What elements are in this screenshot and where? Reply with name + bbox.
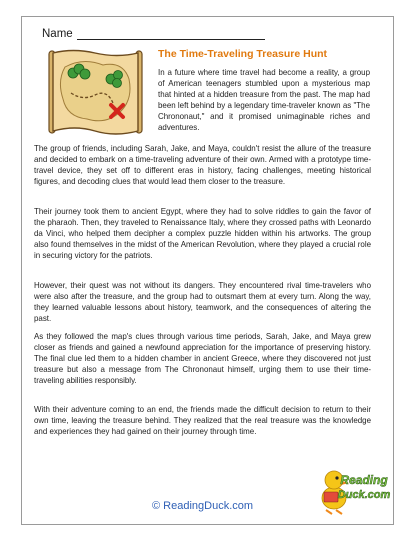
treasure-map-icon [43,45,148,140]
story-paragraph: The group of friends, including Sarah, Jake, and Maya, couldn't resist the allure of the treasure and decided to embark on a time-traveling adventure of their own. Armed with a prototype time-travel device, they set off to different eras in history, facing challenges, meeting historical figures, and decoding clues that would lead them closer to the treasure. [34,144,371,187]
story-paragraph: In a future where time travel had become a reality, a group of American teenagers stumbled upon a mysterious map that hinted at a hidden treasure from the past. The map had been left behind by a legendary time-traveler known as "The Chrononaut," and it promised unimaginable riches and adventures. [158,68,370,133]
copyright-link[interactable]: © ReadingDuck.com [152,500,254,512]
name-write-line[interactable] [77,27,265,40]
reading-duck-logo [318,462,391,518]
name-label: Name [42,28,73,40]
logo-text-duck: Duck.com [337,489,391,501]
story-paragraph: However, their quest was not without its dangers. They encountered rival time-travelers who were also after the treasure, and the group had to outsmart them at every turn. Along the way, they learned valuable lessons about history, teamwork, and the consequences of altering the past. [34,281,371,324]
story-title: The Time-Traveling Treasure Hunt [158,48,328,60]
story-paragraph: With their adventure coming to an end, the friends made the difficult decision to return to their own time, leaving the treasure behind. They realized that the real treasure was the knowledge and experiences they had gained on their journey through time. [34,405,371,437]
story-paragraph: Their journey took them to ancient Egypt, where they had to solve riddles to gain the favor of the pharaoh. Then, they traveled to Renaissance Italy, where they crossed paths with Leonardo da Vinci, who helped them decipher a complex puzzle hidden within his artworks. The group also found themselves in the midst of the American Revolution, where they played a crucial role in securing victory for the patriots. [34,207,371,261]
logo-text-reading: Reading [340,473,388,487]
story-paragraph: As they followed the map's clues through various time periods, Sarah, Jake, and Maya grew closer as friends and gained a newfound appreciation for the importance of preserving history. The final clue led them to a hidden chamber in ancient Greece, where they discovered not just treasure but also a message from The Chrononaut himself, urging them to use their time-traveling abilities responsibly. [34,332,371,386]
name-field [42,27,265,40]
